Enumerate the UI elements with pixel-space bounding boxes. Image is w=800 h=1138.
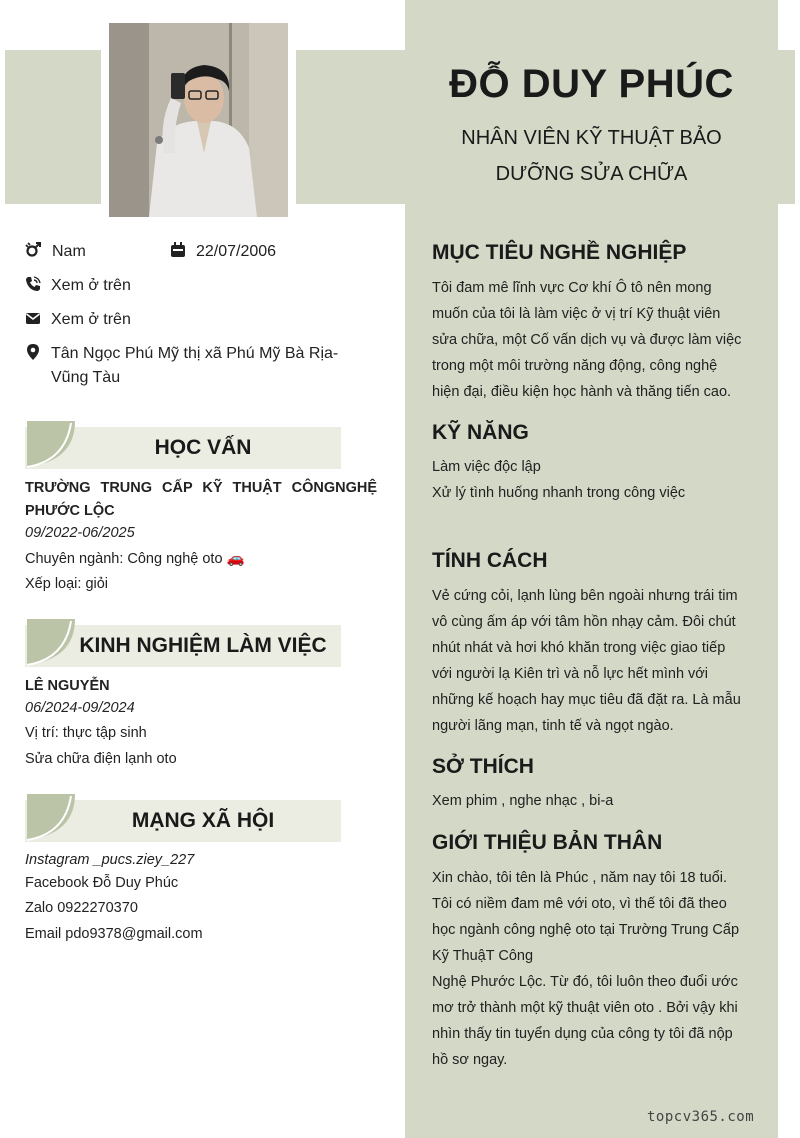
personality-text <box>432 583 751 739</box>
social-zalo: Zalo 0922270370 <box>25 900 138 916</box>
phone-icon <box>25 276 41 292</box>
gender-icon <box>25 242 42 259</box>
personality-line: vô cùng ấm áp với tâm hồn nhạy cảm. Đôi chút <box>432 614 736 630</box>
personality-line: với người lạ Kiên trì và nỗ lực hết mình với <box>432 666 709 682</box>
objective-line: hiện đại, điều kiện học hành và thăng tiến cao. <box>432 384 732 400</box>
social-facebook: Facebook Đỗ Duy Phúc <box>25 875 179 891</box>
phone-value: Xem ở trên <box>51 277 131 294</box>
education-grade: Xếp loại: giỏi <box>25 576 109 592</box>
hobbies-title: SỞ THÍCH <box>432 755 534 778</box>
objective-line: Tôi đam mê lĩnh vực Cơ khí Ô tô nên mong <box>432 280 712 296</box>
education-period: 09/2022-06/2025 <box>25 525 135 541</box>
social-header <box>25 794 341 844</box>
social-instagram: Instagram _pucs.ziey_227 <box>25 852 195 868</box>
skill-item: Làm việc độc lập <box>432 459 541 475</box>
phone-row <box>25 274 131 298</box>
header-band-middle <box>296 50 405 204</box>
gender-row <box>25 240 86 264</box>
objective-title: MỤC TIÊU NGHỀ NGHIỆP <box>432 241 687 264</box>
intro-text <box>432 865 751 1073</box>
intro-line: Xin chào, tôi tên là Phúc , năm nay tôi 18 tuổi. <box>432 870 728 886</box>
job-title-line: DƯỠNG SỬA CHỮA <box>495 163 688 185</box>
intro-line: hồ sơ ngay. <box>432 1052 508 1068</box>
personality-line: Vẻ cứng cỏi, lạnh lùng bên ngoài nhưng trái tim <box>432 588 738 604</box>
email-value: Xem ở trên <box>51 311 131 328</box>
calendar-icon <box>170 242 186 258</box>
skills-title: KỸ NĂNG <box>432 421 529 444</box>
map-pin-icon <box>25 344 41 360</box>
education-major: Chuyên ngành: Công nghệ oto 🚗 <box>25 551 245 567</box>
social-title: MẠNG XÃ HỘI <box>131 809 275 832</box>
hobbies-text: Xem phim , nghe nhạc , bi-a <box>432 793 614 809</box>
address-line: Tân Ngọc Phú Mỹ thị xã Phú Mỹ Bà Rịa- <box>51 345 339 362</box>
address-line: Vũng Tàu <box>51 369 121 386</box>
job-title <box>435 120 748 192</box>
job-title-line: NHÂN VIÊN KỸ THUẬT BẢO <box>461 127 722 149</box>
intro-line: học ngành công nghệ oto tại Trường Trung Cấp <box>432 922 740 938</box>
experience-position: Vị trí: thực tập sinh <box>25 725 147 741</box>
objective-line: muốn của tôi là làm việc ở vị trí Kỹ thuật viên <box>432 306 721 322</box>
header-band-left <box>5 50 101 204</box>
personality-line: người lãng mạn, tinh tế và ngọt ngào. <box>432 718 674 734</box>
experience-company: LÊ NGUYỄN <box>25 678 110 694</box>
intro-line: Nghệ Phước Lộc. Từ đó, tôi luôn theo đuổi ước <box>432 974 738 990</box>
personality-line: nhút nhát và hơi khó khăn trong việc giao tiếp <box>432 640 726 656</box>
experience-header <box>25 619 341 669</box>
education-title: HỌC VẤN <box>154 436 252 459</box>
experience-title: KINH NGHIỆM LÀM VIỆC <box>79 634 327 657</box>
skill-item: Xử lý tình huống nhanh trong công việc <box>432 485 686 501</box>
address-value <box>51 342 338 390</box>
social-email: Email pdo9378@gmail.com <box>25 926 203 942</box>
intro-line: mơ trở thành một kỹ thuật viên oto . Bởi vậy khi <box>432 1000 738 1016</box>
intro-title: GIỚI THIỆU BẢN THÂN <box>432 831 663 854</box>
intro-line: Kỹ ThuậT Công <box>432 948 534 964</box>
experience-task: Sửa chữa điện lạnh oto <box>25 751 177 767</box>
objective-line: sửa chữa, một Cố vấn dịch vụ và được làm việc <box>432 332 742 348</box>
candidate-name: ĐỖ DUY PHÚC <box>449 62 734 106</box>
experience-period: 06/2024-09/2024 <box>25 700 135 716</box>
email-row <box>25 308 131 332</box>
envelope-icon <box>25 310 41 326</box>
education-header <box>25 421 341 471</box>
school-name: TRƯỜNG TRUNG CẤP KỸ THUẬT CÔNGNGHỆ <box>25 480 377 496</box>
objective-text <box>432 275 751 405</box>
objective-line: trong một môi trường năng động, công nghệ <box>432 358 718 374</box>
intro-line: Tôi có niềm đam mê với oto, vì thế tôi đã theo <box>432 896 727 912</box>
personality-title: TÍNH CÁCH <box>432 549 548 572</box>
address-row <box>25 342 338 390</box>
watermark: topcv365.com <box>647 1109 755 1125</box>
intro-line: nhìn thấy tin tuyển dụng của công ty tôi đã nộp <box>432 1026 733 1042</box>
birthday-value: 22/07/2006 <box>196 243 277 260</box>
school-name-continued: PHƯỚC LỘC <box>25 503 115 519</box>
birthday-row <box>170 240 276 264</box>
profile-photo <box>109 23 288 217</box>
gender-value: Nam <box>52 243 86 260</box>
header-band-right <box>778 50 795 204</box>
personality-line: những kế hoạch hay mục tiêu đã đặt ra. Là mẫu <box>432 692 741 708</box>
